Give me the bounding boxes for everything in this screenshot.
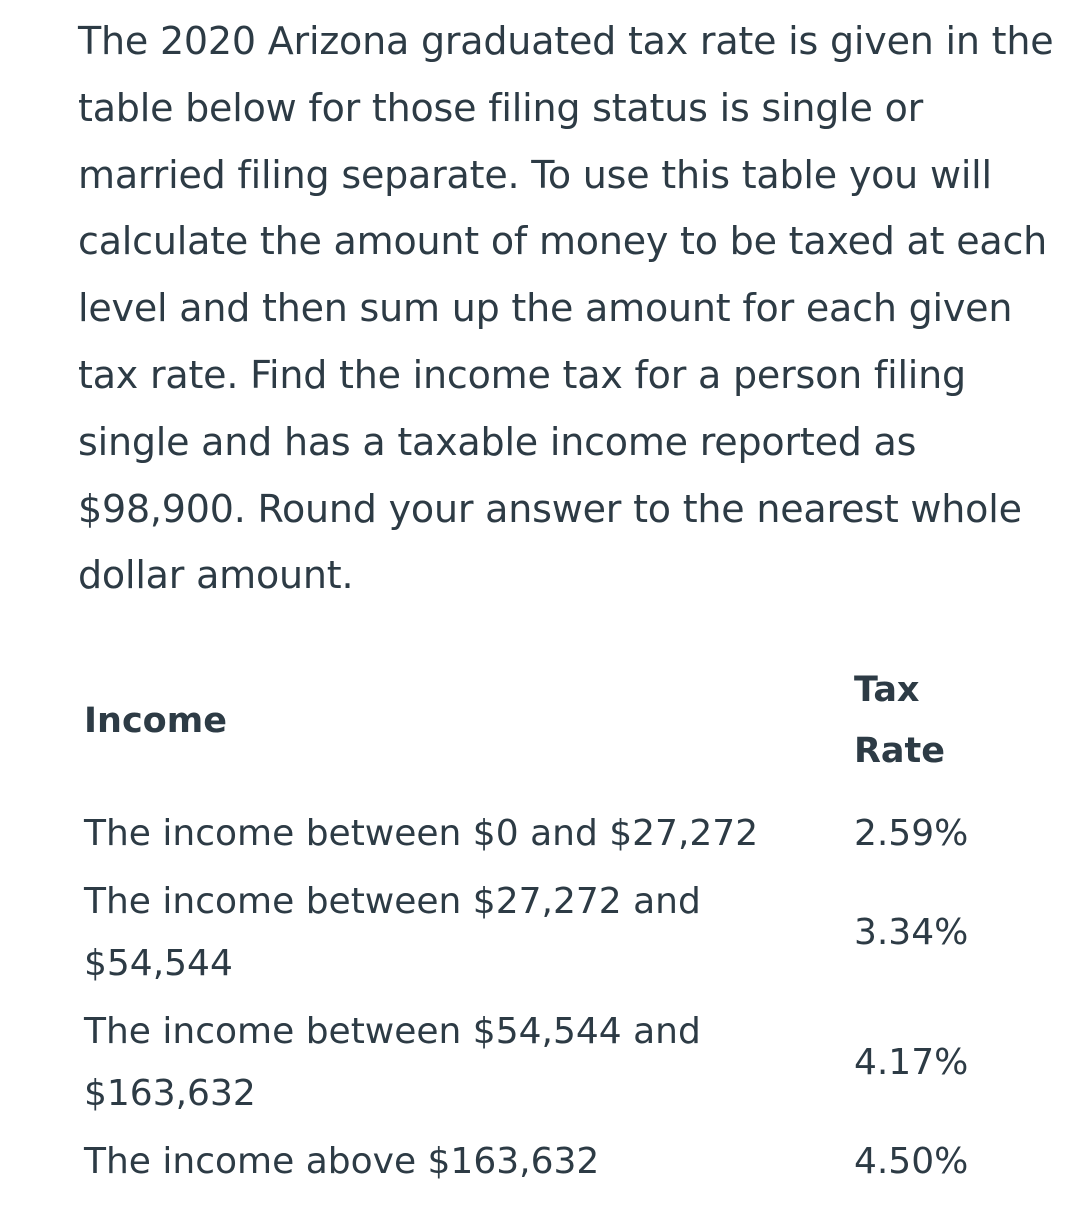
income-cell: The income between $54,544 and $163,632 bbox=[84, 1011, 701, 1114]
header-tax-rate bbox=[842, 652, 1032, 790]
rate-cell: 4.50% bbox=[853, 1141, 969, 1182]
table-row bbox=[72, 1128, 1032, 1196]
table-header-row bbox=[72, 652, 1032, 790]
income-cell: The income above $163,632 bbox=[84, 1141, 600, 1182]
income-cell: The income between $0 and $27,272 bbox=[84, 813, 759, 854]
question-text: The 2020 Arizona graduated tax rate is given in the table below for those filing status is single or married filing separate. To use this table you will calculate the amount of money to be taxed at each level and then sum up the amount for each given tax rate. Find the income tax for a person filing single and has a taxable income reported as $98,900. Round your answer to the nearest whole dollar amount. bbox=[78, 19, 1054, 598]
tax-rate-table bbox=[72, 652, 1032, 1196]
header-tax-rate-line1: Tax bbox=[853, 670, 920, 710]
rate-cell: 2.59% bbox=[853, 813, 969, 854]
table-row bbox=[72, 868, 1032, 998]
table-row bbox=[72, 790, 1032, 868]
rate-cell: 4.17% bbox=[853, 1042, 969, 1083]
header-income: Income bbox=[84, 700, 227, 741]
rate-cell: 3.34% bbox=[853, 912, 969, 953]
header-tax-rate-line2: Rate bbox=[853, 731, 945, 771]
income-cell: The income between $27,272 and $54,544 bbox=[84, 881, 701, 984]
table-row bbox=[72, 998, 1032, 1128]
